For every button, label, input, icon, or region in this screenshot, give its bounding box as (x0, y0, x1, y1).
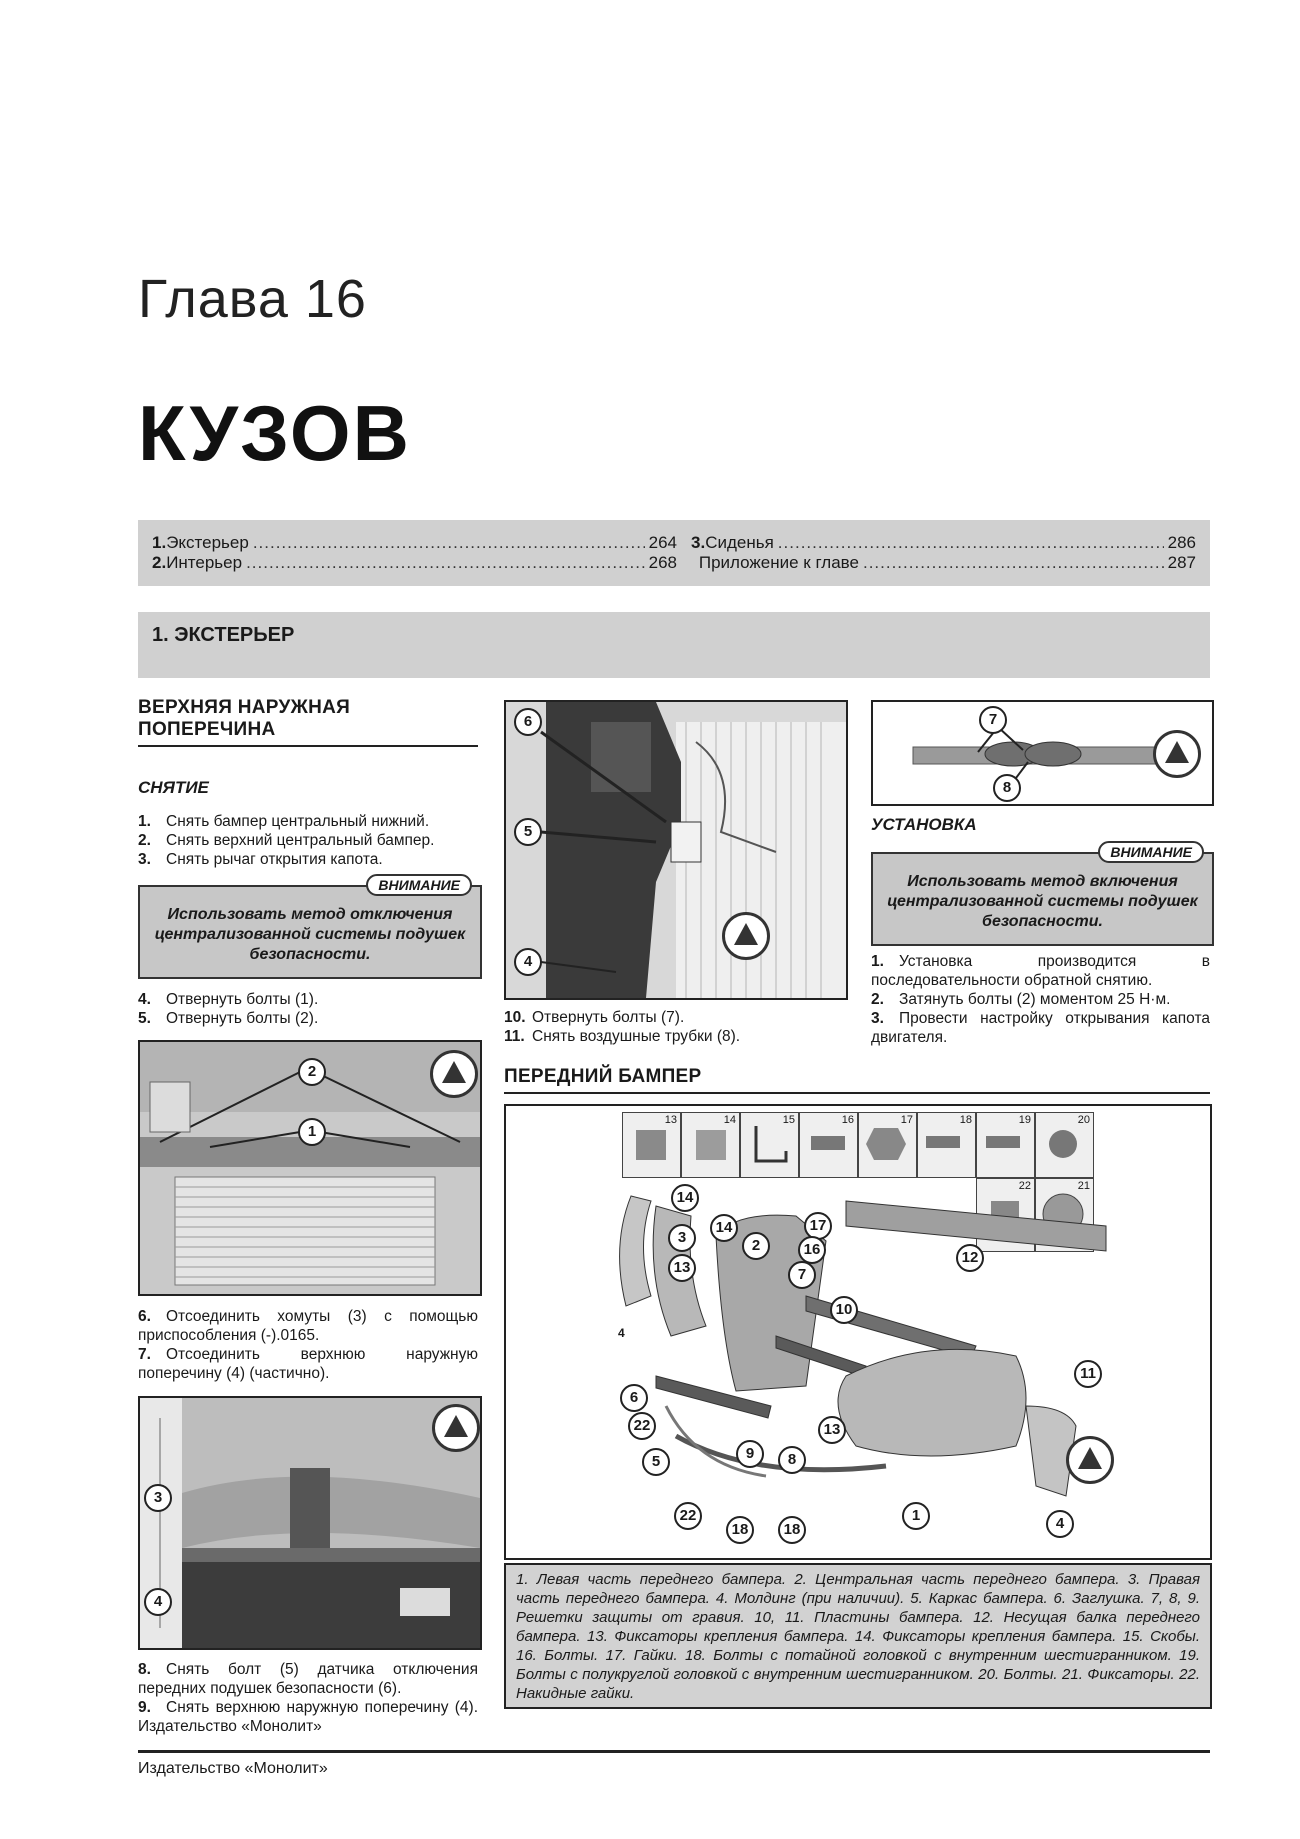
publisher-logo-icon (430, 1050, 478, 1098)
toc-entry[interactable]: 3. Сиденья ..... 286 (691, 533, 1196, 553)
step-item: 5. Отвернуть болты (2). (138, 1010, 319, 1027)
callout-14: 14 (710, 1214, 738, 1242)
footer-divider (138, 1750, 1210, 1753)
step-item: 2. Затянуть болты (2) моментом 25 Н·м. (871, 991, 1171, 1008)
footer-publisher: Издательство «Монолит» (138, 1760, 328, 1777)
callout-3: 3 (668, 1224, 696, 1252)
step-list (138, 1307, 478, 1383)
step-list (138, 990, 478, 1028)
warning-text: Использовать метод включения централизованной системы подушек безопасности. (887, 873, 1198, 930)
callout-2: 2 (298, 1058, 326, 1086)
part-cell: 15 (740, 1112, 799, 1178)
crossmember-photo (138, 1396, 482, 1650)
callout-12: 12 (956, 1244, 984, 1272)
callout-22: 22 (628, 1412, 656, 1440)
step-item: 1. Снять бампер центральный нижний. (138, 813, 430, 830)
callout-13: 13 (668, 1254, 696, 1282)
callout-8: 8 (778, 1446, 806, 1474)
step-list (504, 1008, 844, 1046)
callout-4: 4 (1046, 1510, 1074, 1538)
callout-18: 18 (778, 1516, 806, 1544)
removal-heading: СНЯТИЕ (138, 778, 209, 797)
part-cell: 18 (917, 1112, 976, 1178)
callout-5: 5 (514, 818, 542, 846)
part-cell: 22 (976, 1178, 1035, 1252)
publisher-logo-icon (1066, 1436, 1114, 1484)
radiator-photo (138, 1040, 482, 1296)
table-of-contents (138, 520, 1210, 586)
part-cell: 14 (681, 1112, 740, 1178)
chapter-label: Глава 16 (138, 269, 367, 329)
label-4: 4 (618, 1326, 625, 1340)
air-duct-photo (871, 700, 1214, 806)
step-item: 4. Отвернуть болты (1). (138, 991, 319, 1008)
part-cell: 17 (858, 1112, 917, 1178)
step-list (138, 1660, 478, 1736)
callout-11: 11 (1074, 1360, 1102, 1388)
callout-4: 4 (514, 948, 542, 976)
callout-2: 2 (742, 1232, 770, 1260)
step-list (871, 952, 1210, 1047)
callout-4: 4 (144, 1588, 172, 1616)
front-bumper-heading: ПЕРЕДНИЙ БАМПЕР (504, 1066, 1210, 1094)
step-item: 2. Снять верхний центральный бампер. (138, 832, 435, 849)
step-item: 6. Отсоединить хомуты (3) с помощью приспособления (-).0165. (138, 1308, 478, 1344)
step-item: 8. Снять болт (5) датчика отключения передних подушек безопасности (6). (138, 1661, 478, 1697)
section-banner-title: 1. ЭКСТЕРЬЕР (152, 624, 295, 646)
callout-6: 6 (514, 708, 542, 736)
crossmember-illustration (140, 1398, 480, 1648)
toc-entry[interactable]: Приложение к главе ..... 287 (691, 553, 1196, 573)
install-heading: УСТАНОВКА (871, 815, 977, 834)
step-item: 11. Снять воздушные трубки (8). (504, 1028, 741, 1045)
part-cell: 19 (976, 1112, 1035, 1178)
callout-13: 13 (818, 1416, 846, 1444)
warning-text: Использовать метод отключения централизованной системы подушек безопасности. (154, 906, 466, 963)
bumper-parts-illustration (506, 1106, 1210, 1558)
step-list (138, 812, 478, 869)
callout-8: 8 (993, 774, 1021, 802)
callout-14: 14 (671, 1184, 699, 1212)
step-item: 9. Снять верхнюю наружную поперечину (4). Издательство «Монолит» (138, 1699, 478, 1735)
bumper-caption (504, 1563, 1212, 1709)
toc-entry[interactable]: 2. Интерьер ..... 268 (152, 553, 677, 573)
bumper-exploded-diagram (504, 1104, 1212, 1560)
callout-1: 1 (298, 1118, 326, 1146)
callout-7: 7 (979, 706, 1007, 734)
part-cell: 16 (799, 1112, 858, 1178)
section-banner (138, 612, 1210, 678)
callout-17: 17 (804, 1212, 832, 1240)
warning-box (871, 844, 1214, 946)
callout-18: 18 (726, 1516, 754, 1544)
sensor-illustration (506, 702, 846, 998)
callout-10: 10 (830, 1296, 858, 1324)
step-item: 3. Снять рычаг открытия капота. (138, 851, 383, 868)
callout-1: 1 (902, 1502, 930, 1530)
subsection-heading: ВЕРХНЯЯ НАРУЖНАЯ ПОПЕРЕЧИНА (138, 697, 478, 747)
step-item: 1. Установка производится в последовательности обратной снятию. (871, 953, 1210, 989)
part-cell: 21 (1035, 1178, 1094, 1252)
warning-tag: ВНИМАНИЕ (1098, 841, 1204, 863)
warning-box (138, 877, 482, 979)
warning-tag: ВНИМАНИЕ (366, 874, 472, 896)
callout-5: 5 (642, 1448, 670, 1476)
callout-22: 22 (674, 1502, 702, 1530)
toc-entry[interactable]: 1. Экстерьер ..... 264 (152, 533, 677, 553)
step-item: 3. Провести настройку открывания капота двигателя. (871, 1010, 1210, 1046)
publisher-logo-icon (722, 912, 770, 960)
step-item: 10. Отвернуть болты (7). (504, 1009, 685, 1026)
sensor-photo (504, 700, 848, 1000)
callout-9: 9 (736, 1440, 764, 1468)
publisher-logo-icon (1153, 730, 1201, 778)
step-item: 7. Отсоединить верхнюю наружную поперечину (4) (частично). (138, 1346, 478, 1382)
chapter-title: КУЗОВ (138, 389, 411, 477)
part-cell: 13 (622, 1112, 681, 1178)
callout-6: 6 (620, 1384, 648, 1412)
callout-16: 16 (798, 1236, 826, 1264)
publisher-logo-icon (432, 1404, 480, 1452)
bumper-caption-text: 1. Левая часть переднего бампера. 2. Центральная часть переднего бампера. 3. Правая часть переднего бампера. 4. Молдинг (при наличии). 5. Каркас бампера. 6. Заглушка. 7, 8, 9. Решетки защиты от гравия. 10, 11. Пластины бампера. 12. Несущая балка переднего бампера. 13. Фиксаторы крепления бампера. 14. Фиксаторы крепления бампера. 15. Скобы. 16. Болты. 17. Гайки. 18. Болты с потайной головкой с внутренним шестигранником. 19. Болты с полукруглой головкой с внутренним шестигранником. 20. Болты. 21. Фиксаторы. 22. Накидные гайки. (516, 1571, 1200, 1702)
part-cell: 20 (1035, 1112, 1094, 1178)
callout-7: 7 (788, 1261, 816, 1289)
callout-3: 3 (144, 1484, 172, 1512)
